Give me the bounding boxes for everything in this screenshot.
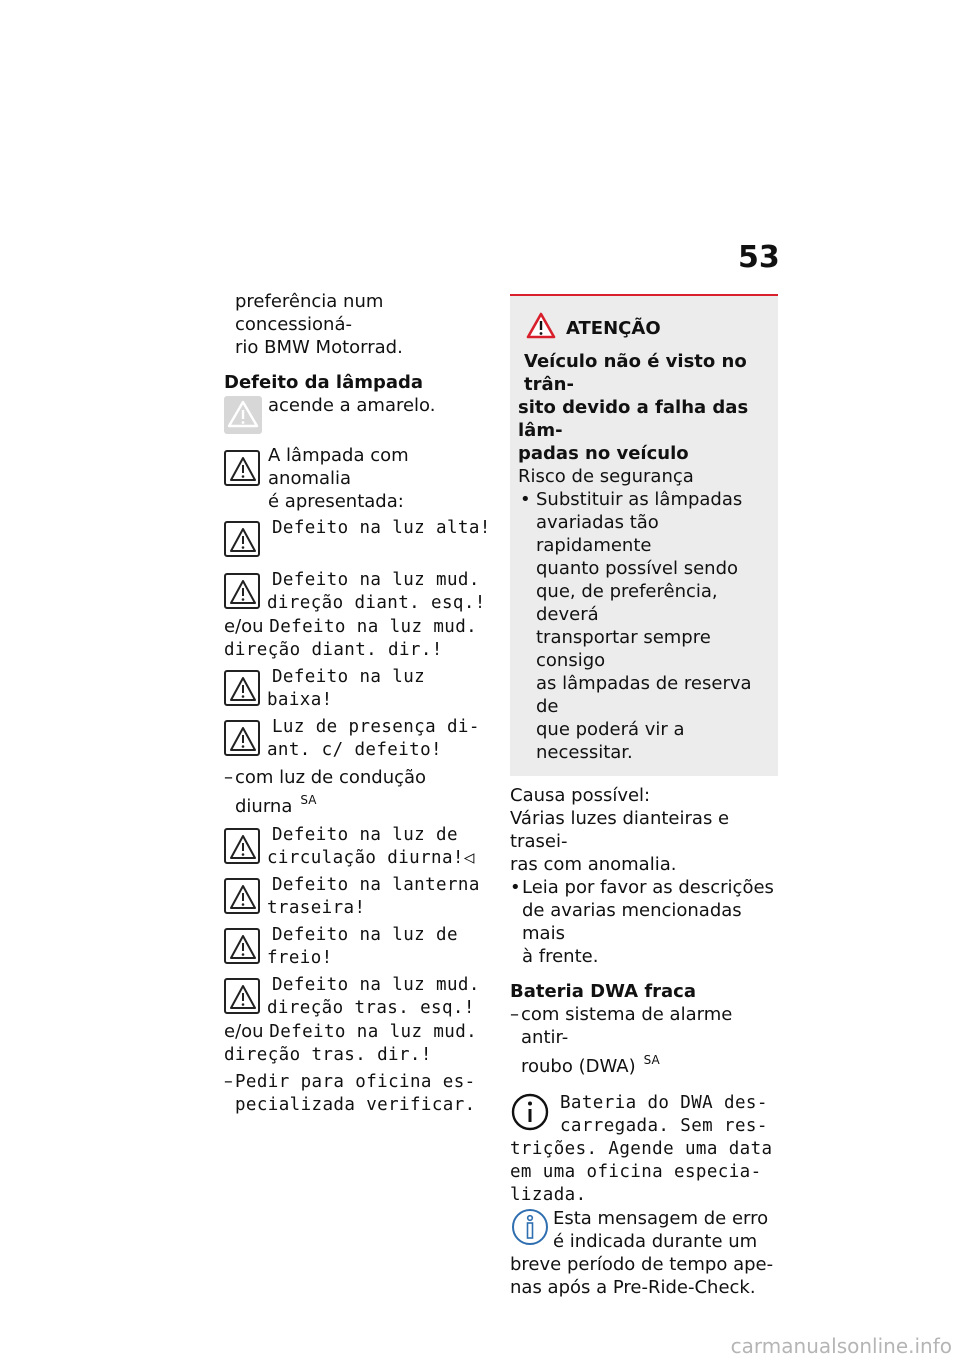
warning-triangle-icon (224, 670, 260, 706)
warning-triangle-icon (224, 396, 262, 434)
warning-triangle-icon (224, 521, 260, 557)
text-line: que poderá vir a necessitar. (536, 719, 685, 763)
text-line: rio BMW Motorrad. (235, 337, 403, 358)
left-column (224, 290, 494, 1117)
warning-bullet: • Substituir as lâmpadas (518, 488, 770, 511)
message-row (224, 517, 494, 565)
info-icon (510, 1092, 550, 1132)
page-number: 53 (738, 240, 780, 275)
message-text: Defeito na luz mud. (272, 975, 480, 995)
message-text: – Pedir para oficina es- (224, 1072, 476, 1092)
text-line (224, 789, 494, 818)
message-text: Defeito na luz (272, 667, 426, 687)
eou-label: e/ou (224, 616, 264, 637)
text-line: quanto possível sendo (536, 558, 739, 579)
warning-header (526, 312, 770, 344)
message-text: freio! (267, 948, 333, 968)
message-row (224, 569, 494, 615)
message-row (224, 716, 494, 762)
message-row (224, 874, 494, 920)
message-row (510, 1092, 780, 1138)
indicator-row (224, 394, 494, 444)
text-line: Leia por favor as descrições (522, 877, 774, 898)
warning-triangle-icon (224, 573, 260, 609)
message-text: ant. c/ defeito! (267, 740, 442, 760)
text-line: com sistema de alarme antir- (521, 1004, 733, 1048)
text-line: é apresentada: (268, 491, 404, 512)
message-text: trições. Agende uma data (510, 1139, 773, 1159)
message-text: carregada. Sem res- (560, 1116, 768, 1136)
message-text: Luz de presença di- (272, 717, 480, 737)
text-line: é indicada durante um (553, 1231, 758, 1252)
text-line: • Leia por favor as descrições (510, 877, 774, 898)
message-text: traseira! (267, 898, 366, 918)
warning-triangle-icon (224, 878, 260, 914)
right-column (510, 294, 780, 1299)
text-line: nas após a Pre-Ride-Check. (510, 1277, 756, 1298)
text-line: avariadas tão rapidamente (536, 512, 659, 556)
message-row (224, 974, 494, 1020)
warning-headline: Veículo não é visto no trân- (524, 351, 747, 395)
cause-label: Causa possível: (510, 785, 651, 806)
warning-risk: Risco de segurança (518, 466, 694, 487)
message-text: Defeito na luz mud. (269, 1022, 478, 1042)
warning-triangle-icon (224, 928, 260, 964)
text-line: ras com anomalia. (510, 854, 677, 875)
message-text: pecializada verificar. (235, 1095, 476, 1115)
warning-triangle-icon (224, 978, 260, 1014)
message-row (224, 924, 494, 970)
display-row (224, 444, 494, 513)
text-line: – com luz de condução (224, 767, 427, 788)
message-text: direção diant. esq.! (267, 593, 486, 613)
message-text: direção diant. dir.! (224, 640, 443, 660)
warning-title: ATENÇÃO (566, 317, 661, 339)
message-row (224, 824, 494, 870)
option-badge: SA (300, 793, 317, 807)
text-line: A lâmpada com anomalia (268, 445, 409, 489)
text-line: as lâmpadas de reserva de (536, 673, 752, 717)
warning-headline: sito devido a falha das lâm- (518, 397, 749, 441)
text-line: roubo (DWA) (521, 1056, 636, 1077)
text-line: que, de preferência, deverá (536, 581, 718, 625)
option-badge: SA (643, 1053, 660, 1067)
watermark: carmanualsonline.info (730, 1334, 952, 1358)
text-line (224, 615, 494, 639)
info-outline-icon (510, 1207, 550, 1247)
text-line: à frente. (522, 946, 599, 967)
text-line: com luz de condução (235, 767, 427, 788)
warning-triangle-icon (224, 828, 260, 864)
text-line: diurna (235, 796, 293, 817)
eou-label: e/ou (224, 1021, 264, 1042)
message-text: Defeito na luz alta! (272, 518, 491, 538)
message-row (224, 666, 494, 712)
message-text: Defeito na luz mud. (272, 570, 480, 590)
warning-triangle-icon (224, 450, 260, 486)
message-text: Defeito na luz de (272, 825, 458, 845)
section-heading: Bateria DWA fraca (510, 981, 696, 1002)
text-line: de avarias mencionadas mais (522, 900, 742, 944)
text-line (510, 1049, 780, 1078)
text-line: breve período de tempo ape- (510, 1254, 774, 1275)
section-heading: Defeito da lâmpada (224, 372, 424, 393)
warning-triangle-icon (526, 312, 556, 344)
note-row (510, 1207, 780, 1253)
message-text: lizada. (510, 1185, 587, 1205)
message-text: direção tras. esq.! (267, 998, 475, 1018)
message-text: em uma oficina especia- (510, 1162, 762, 1182)
message-text: Pedir para oficina es- (235, 1072, 476, 1092)
message-text: Defeito na luz mud. (269, 617, 478, 637)
message-text: baixa! (267, 690, 333, 710)
warning-headline: padas no veículo (518, 443, 689, 464)
text-line: Esta mensagem de erro (553, 1208, 769, 1229)
message-text: circulação diurna!◁ (267, 848, 475, 868)
text-line (224, 1020, 494, 1044)
text-line: preferência num concessioná- (235, 291, 384, 335)
text-line: transportar sempre consigo (536, 627, 711, 671)
message-text: Bateria do DWA des- (560, 1093, 768, 1113)
warning-triangle-icon (224, 720, 260, 756)
message-text: Defeito na luz de (272, 925, 458, 945)
text-line: acende a amarelo. (268, 395, 436, 416)
text-line: Várias luzes dianteiras e trasei- (510, 808, 730, 852)
text-line: – com sistema de alarme antir- (510, 1004, 733, 1048)
message-text: direção tras. dir.! (224, 1045, 432, 1065)
message-text: Defeito na lanterna (272, 875, 480, 895)
warning-box (510, 294, 778, 776)
